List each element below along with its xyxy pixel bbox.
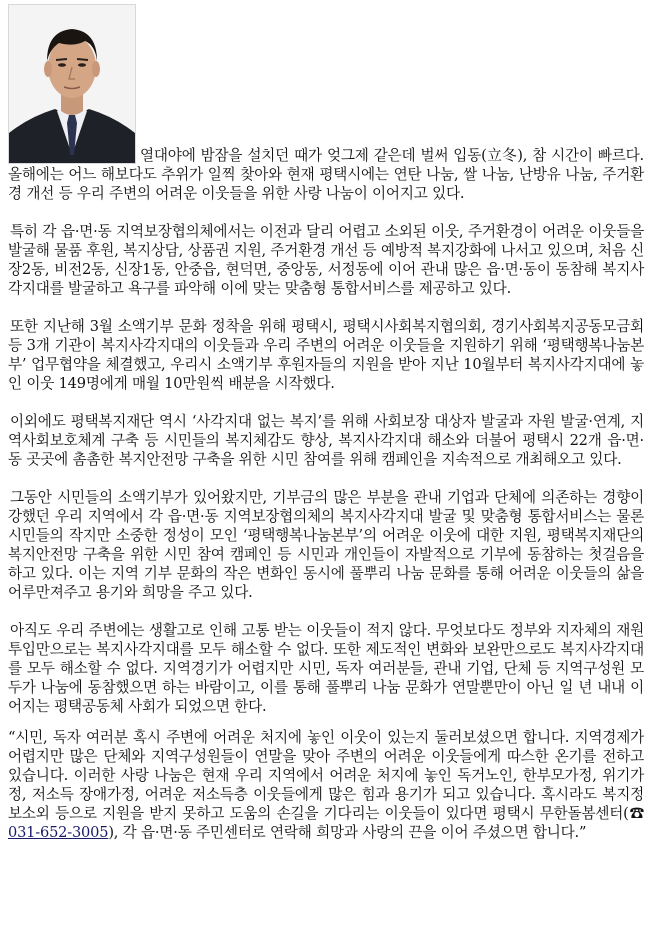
author-portrait <box>8 4 136 164</box>
article-body <box>8 4 644 842</box>
phone-number-link[interactable]: 031-652-3005 <box>8 824 109 841</box>
article-paragraph-2: 특히 각 읍·면·동 지역보장협의체에서는 이전과 달리 어렵고 소외된 이웃, 주거환경이 어려운 이웃들을 발굴해 물품 후원, 복지상담, 상품권 지원, 주거환경 개선 등 예방적 복지강화에 나서고 있으며, 처음 신장2동, 비전2동, 신장1동, 안중읍, 현덕면, 중앙동, 서정동에 이어 관내 많은 읍·면·동이 동참해 복지사각지대를 발굴하고 욕구를 파악해 이에 맞는 맞춤형 통합서비스를 제공하고 있다. <box>8 223 644 297</box>
article-paragraph-4: 이외에도 평택복지재단 역시 ‘사각지대 없는 복지’를 위해 사회보장 대상자 발굴과 자원 발굴·연계, 지역사회보호체계 구축 등 시민들의 복지체감도 향상, 복지사각지대 해소와 더불어 평택시 22개 읍·면·동 곳곳에 촘촘한 복지안전망 구축을 위한 시민 참여를 위해 캠페인을 지속적으로 개최해오고 있다. <box>8 413 644 468</box>
closing-quote <box>8 728 644 842</box>
quote-text-start: “시민, 독자 여러분 혹시 주변에 어려운 처지에 놓인 이웃이 있는지 둘러보셨으면 합니다. 지역경제가 어렵지만 많은 단체와 지역구성원들이 연말을 맞아 주변의 어려운 이웃들에게 따스한 온기를 전하고 있습니다. 이러한 사랑 나눔은 현재 우리 지역에서 어려운 처지에 놓인 독거노인, 한부모가정, 위기가정, 저소득 장애가정, 어려운 저소득층 이웃들에게 많은 힘과 용기가 되고 있습니다. 혹시라도 복지정보소외 등으로 지원을 받지 못하고 도움의 손길을 기다리는 이웃들이 있다면 평택시 무한돌봄센터( <box>8 729 644 822</box>
phone-icon: ☎ <box>628 805 644 822</box>
quote-text-end: ), 각 읍·면·동 주민센터로 연락해 희망과 사랑의 끈을 이어 주셨으면 합니다.” <box>108 824 587 841</box>
article-paragraph-5: 그동안 시민들의 소액기부가 있어왔지만, 기부금의 많은 부분을 관내 기업과 단체에 의존하는 경향이 강했던 우리 지역에서 각 읍·면·동 지역보장협의체의 복지사각지대 발굴 및 맞춤형 통합서비스는 물론 시민들의 작지만 소중한 정성이 모인 ‘평택행복나눔본부’의 어려운 이웃에 대한 지원, 평택복지재단의 복지안전망 구축을 위한 시민 참여 캠페인 등 시민과 개인들이 자발적으로 기부에 동참하는 첫걸음을 하고 있다. 이는 지역 기부 문화의 작은 변화인 동시에 풀뿌리 나눔 문화를 통해 어려운 이웃들의 삶을 어루만져주고 용기와 희망을 주고 있다. <box>8 489 644 601</box>
article-paragraph-6: 아직도 우리 주변에는 생활고로 인해 고통 받는 이웃들이 적지 않다. 무엇보다도 정부와 지자체의 재원 투입만으로는 복지사각지대를 모두 해소할 수 없다. 또한 제도적인 변화와 보완만으로도 복지사각지대를 모두 해소할 수 없다. 지역경기가 어렵지만 시민, 독자 여러분들, 관내 기업, 단체 등 지역구성원 모두가 나눔에 동참했으면 하는 바람이고, 이를 통해 풀뿌리 나눔 문화가 연말뿐만이 아닌 일 년 내내 이어지는 평택공동체 사회가 되었으면 한다. <box>8 622 644 715</box>
article-paragraph-1: 열대야에 밤잠을 설치던 때가 엊그제 같은데 벌써 입동(立冬), 참 시간이 빠르다. 올해에는 어느 해보다도 추위가 일찍 찾아와 현재 평택시에는 연탄 나눔, 쌀 나눔, 난방유 나눔, 주거환경 개선 등 우리 주변의 어려운 이웃들을 위한 사랑 나눔이 이어지고 있다. <box>8 147 644 202</box>
article-paragraph-3: 또한 지난해 3월 소액기부 문화 정착을 위해 평택시, 평택시사회복지협의회, 경기사회복지공동모금회 등 3개 기관이 복지사각지대의 이웃들과 우리 주변의 어려운 이웃들을 지원하기 위해 ‘평택행복나눔본부’ 업무협약을 체결했고, 우리시 소액기부 후원자들의 지원을 받아 지난 10월부터 복지사각지대에 놓인 이웃 149명에게 매월 10만원씩 배분을 시작했다. <box>8 318 644 392</box>
